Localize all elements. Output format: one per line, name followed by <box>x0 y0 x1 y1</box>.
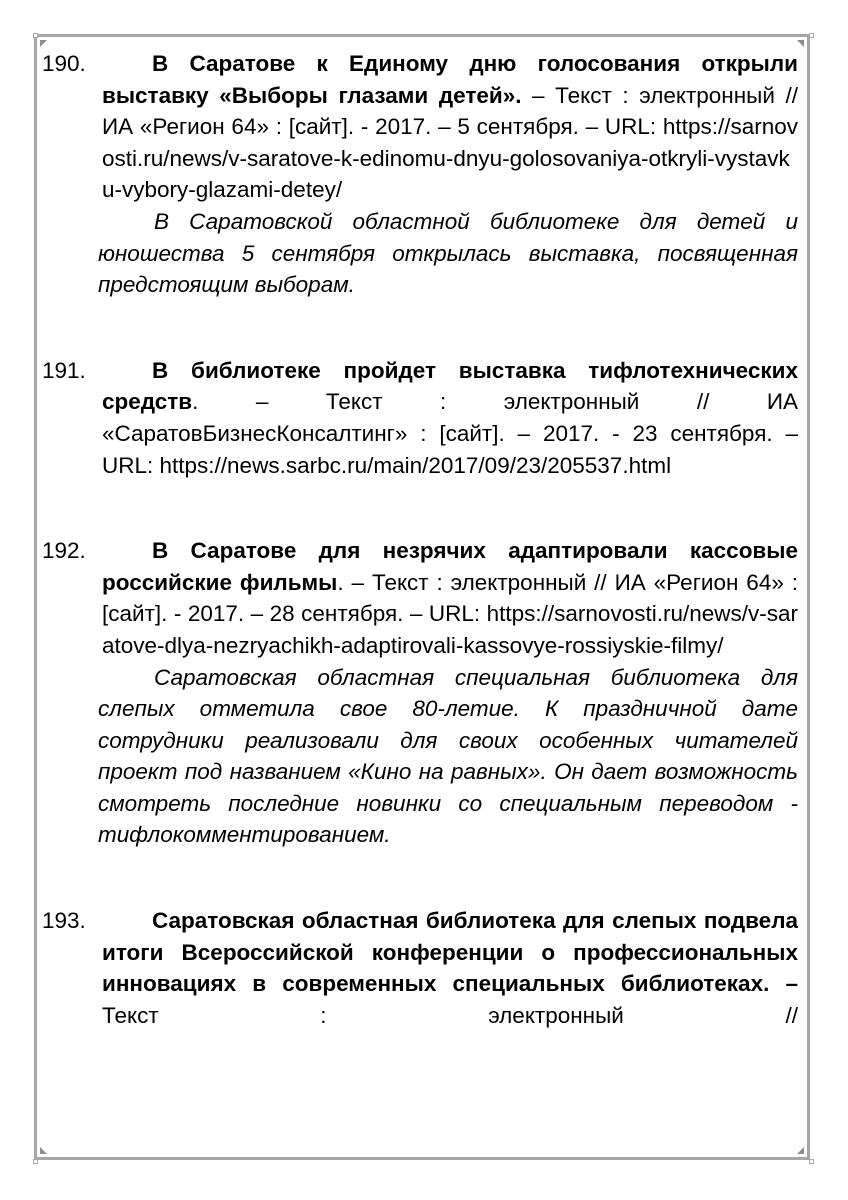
entry-citation <box>102 905 798 1031</box>
entry-description: . – Текст : электронный // ИА «Регион 64» : [сайт]. - 2017. – 28 сентября. – URL: <box>102 569 798 627</box>
entry-citation <box>102 48 798 206</box>
corner-mark-bottom-left <box>40 1147 47 1154</box>
bibliography-list <box>42 48 798 1031</box>
corner-mark-bottom-right <box>797 1147 804 1154</box>
bibliography-entry <box>42 905 798 1031</box>
entry-number: 191. <box>42 357 86 383</box>
entry-url[interactable]: https://sarnovosti.ru/news/v-saratove-k-edinomu-dnyu-golosovaniya-otkryli-vystavku-vybory-glazami-detey/ <box>102 114 798 203</box>
corner-mark-top-right <box>797 40 804 47</box>
entry-url[interactable]: https://sarnovosti.ru/news/v-saratove-dlya-nezryachikh-adaptirovali-kassovye-rossiyskie-filmy/ <box>102 601 798 658</box>
entry-title: В Саратове для незрячих адаптировали кассовые российские фильмы <box>102 538 798 595</box>
corner-mark-top-left <box>40 40 47 47</box>
entry-citation <box>102 355 798 481</box>
entry-citation <box>102 535 798 661</box>
entry-annotation <box>98 206 798 301</box>
entry-description: – Текст : электронный // ИА «Регион 64» : [сайт]. - 2017. – 5 сентября. – URL: <box>102 82 798 140</box>
corner-square-top-left <box>33 33 38 38</box>
entry-number: 190. <box>42 51 86 76</box>
entry-url[interactable]: https://news.sarbc.ru/main/2017/09/23/205537.html <box>159 452 672 478</box>
entry-annotation <box>98 662 798 852</box>
bibliography-entry <box>42 355 798 481</box>
entry-description: Текст : электронный // <box>102 1002 798 1028</box>
entry-annotation-text: В Саратовской областной библиотеке для детей и юношества 5 сентября открылась выставка, посвященная предстоящим выборам. <box>98 208 798 298</box>
entry-title: Саратовская областная библиотека для слепых подвела итоги Всероссийской конференции о профессиональных инновациях в современных специальных библиотеках. – <box>102 908 798 997</box>
entry-title: В Саратове к Единому дню голосования открыли выставку «Выборы глазами детей». <box>102 51 798 108</box>
entry-number: 192. <box>42 538 86 564</box>
corner-square-bottom-left <box>33 1159 38 1164</box>
entry-annotation-text: Саратовская областная специальная библиотека для слепых отметила свое 80-летие. К праздничной дате сотрудники реализовали для своих особенных читателей проект под названием «Кино на равных». Он дает возможность смотреть последние новинки со специальным переводом - тифлокомментированием. <box>98 664 798 848</box>
entry-title: В библиотеке пройдет выставка тифлотехнических средств <box>102 357 798 415</box>
bibliography-entry <box>42 535 798 851</box>
entry-description: . – Текст : электронный // ИА «СаратовБизнесКонсалтинг» : [сайт]. – 2017. - 23 сентября. – URL: <box>102 389 798 478</box>
corner-square-bottom-right <box>809 1159 814 1164</box>
corner-square-top-right <box>809 33 814 38</box>
bibliography-entry <box>42 48 798 301</box>
entry-number: 193. <box>42 908 86 934</box>
